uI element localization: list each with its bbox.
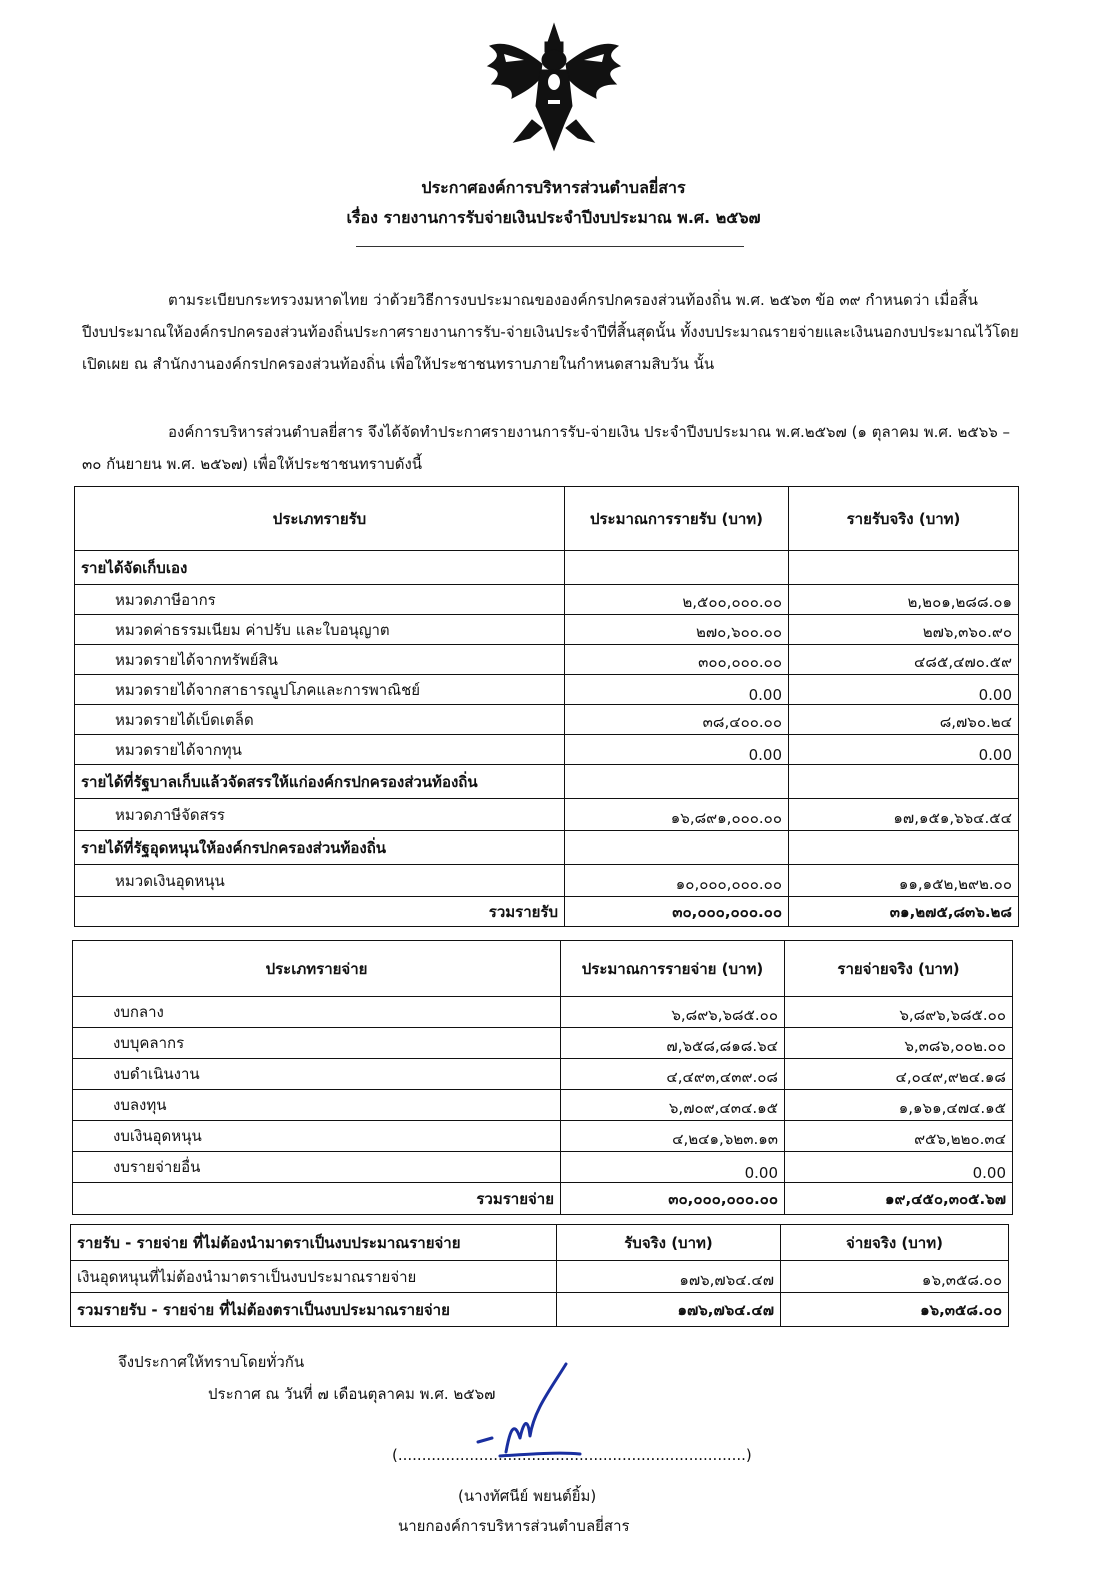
garuda-emblem-icon	[484, 20, 624, 152]
table-row: งบดำเนินงาน ๔,๔๙๓,๔๓๙.๐๘ ๔,๐๔๙,๙๒๔.๑๘	[73, 1059, 1013, 1090]
income-group-subsidy: รายได้ที่รัฐอุดหนุนให้องค์กรปกครองส่วนท้องถิ่น	[75, 831, 565, 865]
paragraph-regulation-text: ตามระเบียบกระทรวงมหาดไทย ว่าด้วยวิธีการงบประมาณขององค์กรปกครองส่วนท้องถิ่น พ.ศ. ๒๕๖๓ ข้อ ๓๙ กำหนดว่า เมื่อสิ้นปีงบประมาณให้องค์กรปกครองส่วนท้องถิ่นประกาศรายงานการรับ-จ่ายเงินประจำปีที่สิ้นสุดนั้น ทั้งงบประมาณรายจ่ายและเงินนอกงบประมาณไว้โดยเปิดเผย ณ สำนักงานองค์กรปกครองส่วนท้องถิ่น เพื่อให้ประชาชนทราบภายในกำหนดสามสิบวัน นั้น	[82, 291, 1019, 373]
expense-header-type: ประเภทรายจ่าย	[73, 941, 561, 997]
table-row: งบกลาง ๖,๘๙๖,๖๘๕.๐๐ ๖,๘๙๖,๖๘๕.๐๐	[73, 997, 1013, 1028]
table-row: หมวดเงินอุดหนุน ๑๐,๐๐๐,๐๐๐.๐๐ ๑๑,๑๕๒,๒๙๒.๐๐	[75, 865, 1019, 897]
signer-position: นายกองค์การบริหารส่วนตำบลยี่สาร	[398, 1517, 630, 1535]
offbudget-header-paid: จ่ายจริง (บาท)	[781, 1225, 1009, 1261]
table-row: หมวดภาษีจัดสรร ๑๖,๘๙๑,๐๐๐.๐๐ ๑๗,๑๕๑,๖๖๔.๕๔	[75, 799, 1019, 831]
income-header-actual: รายรับจริง (บาท)	[789, 487, 1019, 551]
paragraph-regulation	[82, 284, 1022, 380]
expense-total-row: รวมรายจ่าย ๓๐,๐๐๐,๐๐๐.๐๐ ๑๙,๔๕๐,๓๐๕.๖๗	[73, 1183, 1013, 1215]
offbudget-header-type: รายรับ - รายจ่าย ที่ไม่ต้องนำมาตราเป็นงบประมาณรายจ่าย	[71, 1225, 557, 1261]
table-row: งบบุคลากร ๗,๖๕๘,๘๑๘.๖๔ ๖,๓๘๖,๐๐๒.๐๐	[73, 1028, 1013, 1059]
income-header-type: ประเภทรายรับ	[75, 487, 565, 551]
table-row: หมวดรายได้จากทุน 0.00 0.00	[75, 735, 1019, 765]
table-row: หมวดรายได้จากทรัพย์สิน ๓๐๐,๐๐๐.๐๐ ๔๘๕,๔๗๐.๕๙	[75, 645, 1019, 675]
expense-table	[72, 940, 1013, 1215]
paragraph-intro	[82, 416, 1022, 480]
table-row: หมวดค่าธรรมเนียม ค่าปรับ และใบอนุญาต ๒๗๐,๖๐๐.๐๐ ๒๗๖,๓๖๐.๙๐	[75, 615, 1019, 645]
income-group-own: รายได้จัดเก็บเอง	[75, 551, 565, 585]
offbudget-table	[70, 1224, 1009, 1327]
table-row: งบรายจ่ายอื่น 0.00 0.00	[73, 1152, 1013, 1183]
offbudget-header-received: รับจริง (บาท)	[557, 1225, 781, 1261]
paragraph-intro-text: องค์การบริหารส่วนตำบลยี่สาร จึงได้จัดทำประกาศรายงานการรับ-จ่ายเงิน ประจำปีงบประมาณ พ.ศ.๒๕๖๗ (๑ ตุลาคม พ.ศ. ๒๕๖๖ – ๓๐ กันยายน พ.ศ. ๒๕๖๗) เพื่อให้ประชาชนทราบดังนี้	[82, 423, 1011, 473]
announcement-subject: เรื่อง รายงานการรับจ่ายเงินประจำปีงบประมาณ พ.ศ. ๒๕๖๗	[346, 208, 761, 227]
table-row: หมวดภาษีอากร ๒,๕๐๐,๐๐๐.๐๐ ๒,๒๐๑,๒๘๘.๐๑	[75, 585, 1019, 615]
income-table	[74, 486, 1019, 927]
table-row: หมวดรายได้จากสาธารณูปโภคและการพาณิชย์ 0.00 0.00	[75, 675, 1019, 705]
expense-header-estimate: ประมาณการรายจ่าย (บาท)	[561, 941, 785, 997]
announcement-date: ประกาศ ณ วันที่ ๗ เดือนตุลาคม พ.ศ. ๒๕๖๗	[208, 1385, 496, 1403]
offbudget-total-row: รวมรายรับ - รายจ่าย ที่ไม่ต้องตราเป็นงบประมาณรายจ่าย ๑๗๖,๗๖๔.๔๗ ๑๖,๓๕๘.๐๐	[71, 1293, 1009, 1327]
expense-header-actual: รายจ่ายจริง (บาท)	[785, 941, 1013, 997]
income-header-estimate: ประมาณการรายรับ (บาท)	[565, 487, 789, 551]
closing-statement: จึงประกาศให้ทราบโดยทั่วกัน	[118, 1353, 305, 1371]
table-row: งบลงทุน ๖,๗๐๙,๔๓๔.๑๕ ๑,๑๖๑,๔๗๔.๑๕	[73, 1090, 1013, 1121]
signer-name: (นางทัศนีย์ พยนต์ยิ้ม)	[458, 1487, 597, 1505]
table-row: งบเงินอุดหนุน ๔,๒๔๑,๖๒๓.๑๓ ๙๕๖,๒๒๐.๓๔	[73, 1121, 1013, 1152]
header-divider	[356, 246, 744, 247]
income-total-row: รวมรายรับ ๓๐,๐๐๐,๐๐๐.๐๐ ๓๑,๒๗๕,๘๓๖.๒๘	[75, 897, 1019, 927]
table-row: เงินอุดหนุนที่ไม่ต้องนำมาตราเป็นงบประมาณรายจ่าย ๑๗๖,๗๖๔.๔๗ ๑๖,๓๕๘.๐๐	[71, 1261, 1009, 1293]
signature-line: (.........................................................................)	[392, 1446, 752, 1464]
handwritten-signature	[470, 1360, 600, 1460]
income-group-allocated: รายได้ที่รัฐบาลเก็บแล้วจัดสรรให้แก่องค์กรปกครองส่วนท้องถิ่น	[75, 765, 565, 799]
announcement-title: ประกาศองค์การบริหารส่วนตำบลยี่สาร	[421, 178, 686, 197]
table-row: หมวดรายได้เบ็ดเตล็ด ๓๘,๔๐๐.๐๐ ๘,๗๖๐.๒๔	[75, 705, 1019, 735]
